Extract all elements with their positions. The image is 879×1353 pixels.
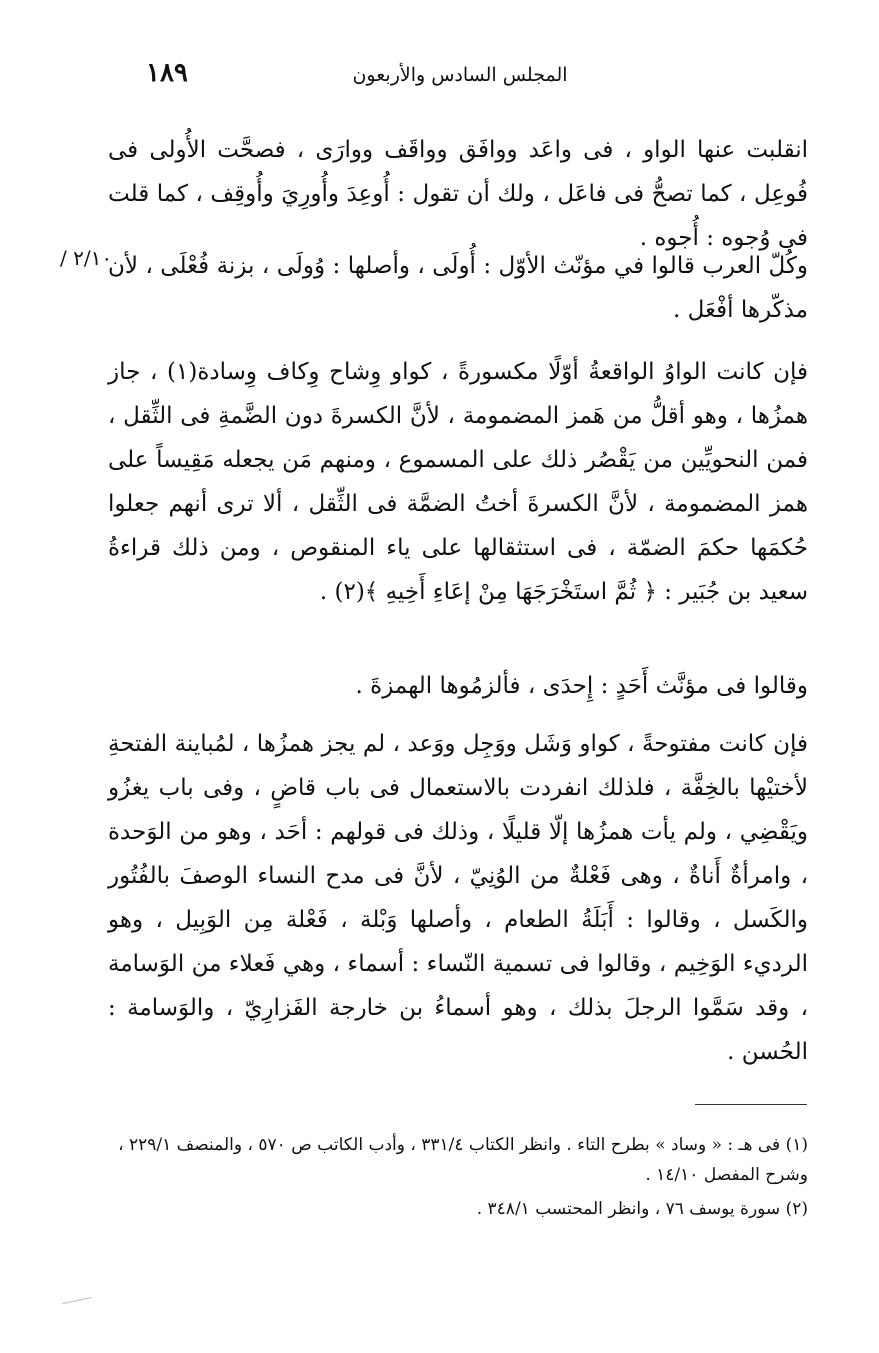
scan-mark [62, 1297, 92, 1304]
page-header [100, 58, 820, 92]
page-number: ١٨٩ [146, 58, 188, 88]
paragraph-2: وكُلّ العرب قالوا في مؤنّث الأوّل : أُولَى ، وأصلها : وُولَى ، بزنة فُعْلَى ، لأن مذكّرها أفْعَل . [108, 253, 808, 323]
footnote-1: (١) فى هـ : « وساد » بطرح التاء . وانظر الكتاب ٣٣١/٤ ، وأدب الكاتب ص ٥٧٠ ، والمنصف ٢٢٩/١ ، وشرح المفصل ١٤/١٠ . [118, 1135, 808, 1185]
paragraph-4: وقالوا فى مؤنَّث أَحَدٍ : إِحدَى ، فألزمُوها الهمزةَ . [355, 673, 808, 699]
paragraph-5: فإن كانت مفتوحةً ، كواو وَشَل ووَجِل ووَعد ، لم يجز همزُها ، لمُباينة الفتحةِ لأختيْها بالخِفَّة ، فلذلك انفردت بالاستعمال فى باب قاضٍ ، وفى باب يغزُو ويَقْضِي ، ولم يأت همزُها إلّا قليلًا ، وذلك فى قولهم : أحَد ، وهو من الوَحدة ، وامرأةٌ أَناةٌ ، وهى فَعْلةٌ من الوُنِيّ ، لأنَّ فى مدح النساء الوصفَ بالفُتُور والكَسل ، وقالوا : أَبَلَةُ الطعام ، وأصلها وَبْلة ، فَعْلة مِن الوَبِيل ، وهو الرديء الوَخِيم ، وقالوا فى تسمية النّساء : أسماء ، وهي فَعلاء من الوَسامة ، وقد سَمَّوا الرجلَ بذلك ، وهو أسماءُ بن خارجة الفَزارِيّ ، والوَسامة : الحُسن . [108, 731, 808, 1065]
footnote-2: (٢) سورة يوسف ٧٦ ، وانظر المحتسب ٣٤٨/١ . [476, 1199, 808, 1219]
footnote-separator [695, 1104, 807, 1105]
paragraph-1: انقلبت عنها الواو ، فى واعَد ووافَق وواقَف ووارَى ، فصحَّت الأُولى فى فُوعِل ، كما تصحُّ فى فاعَل ، ولك أن تقول : أُوعِدَ وأُورِيَ وأُوقِف ، كما قلت فى وُجوه : أُجوه . [108, 137, 808, 251]
paragraph-3: فإن كانت الواوُ الواقعةُ أوّلًا مكسورةً ، كواو وِشاح وِكاف وِسادة(١) ، جاز همزُها ، وهو أقلُّ من هَمز المضمومة ، لأنَّ الكسرةَ دون الضَّمةِ فى الثِّقل ، فمن النحويِّين من يَقْصُر ذلك على المسموع ، ومنهم مَن يجعله مَقِيساً على همز المضمومة ، لأنَّ الكسرةَ أختُ الضمَّة فى الثِّقل ، ألا ترى أنهم جعلوا حُكمَها حكمَ الضمّة ، فى استثقالها على ياء المنقوص ، ومن ذلك قراءةُ سعيد بن جُبَير : ﴿ ثُمَّ استَخْرَجَهَا مِنْ إعَاءِ أَخِيهِ ﴾(٢) . [108, 359, 808, 605]
footnotes [108, 1130, 808, 1224]
margin-reference: ٢/١٠ / [60, 246, 113, 270]
running-title: المجلس السادس والأربعون [352, 64, 568, 86]
